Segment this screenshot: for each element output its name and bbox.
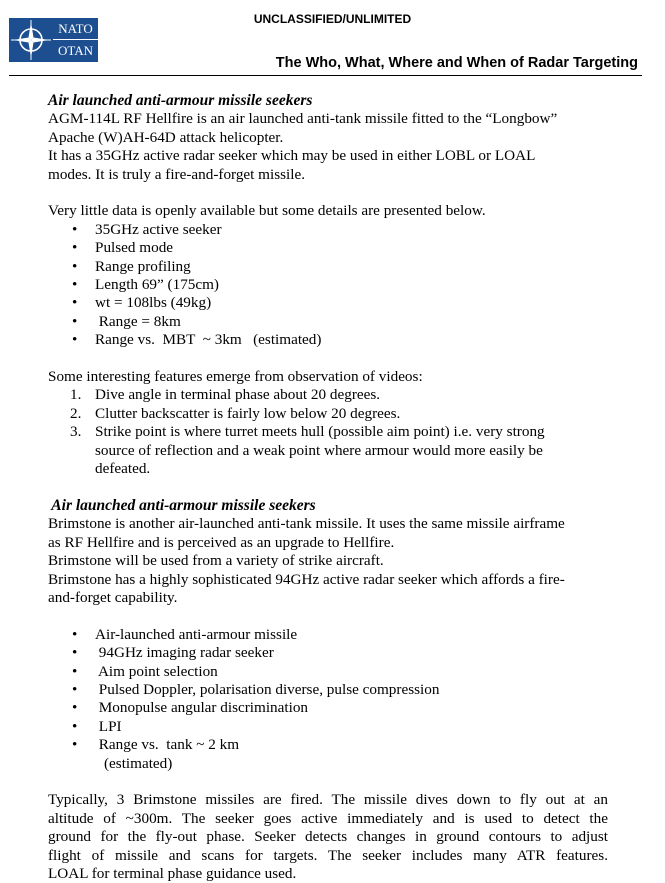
video-observations-list	[48, 386, 608, 478]
list-item: • Range vs. tank ~ 2 km	[48, 736, 608, 754]
list-item	[48, 386, 608, 404]
paragraph-line: Brimstone is another air-launched anti-tank missile. It uses the same missile airframe	[48, 515, 565, 533]
hellfire-spec-list	[48, 221, 608, 350]
list-item: • Pulsed Doppler, polarisation diverse, pulse compression	[48, 681, 608, 699]
list-item	[48, 405, 608, 423]
list-item: • Aim point selection	[48, 663, 608, 681]
document-body	[48, 92, 608, 883]
list-item: • Air-launched anti-armour missile	[48, 626, 608, 644]
brimstone-spec-list	[48, 626, 608, 755]
list-item: • 94GHz imaging radar seeker	[48, 644, 608, 662]
paragraph-line: altitude of ~300m. The seeker goes active immediately and is used to detect the	[48, 809, 608, 827]
list-item-continuation: source of reflection and a weak point where armour would more easily be	[95, 441, 543, 459]
list-item: • LPI	[48, 718, 608, 736]
list-item-text: Clutter backscatter is fairly low below 20 degrees.	[95, 404, 401, 422]
list-item: • Range vs. MBT ~ 3km (estimated)	[48, 331, 608, 349]
list-item: • Monopulse angular discrimination	[48, 699, 608, 717]
list-item-text: Strike point is where turret meets hull (possible aim point) i.e. very strong	[95, 423, 545, 441]
list-number: 1.	[70, 386, 82, 404]
paragraph-line: flight of missile and scans for targets. The seeker includes many ATR features.	[48, 846, 608, 864]
section-heading: Air launched anti-armour missile seekers	[48, 92, 313, 109]
list-item: • Pulsed mode	[48, 239, 608, 257]
paragraph-line: Brimstone will be used from a variety of strike aircraft.	[48, 552, 384, 570]
list-item	[48, 423, 608, 441]
section-heading: Air launched anti-armour missile seekers	[48, 496, 316, 514]
paragraph-line: Brimstone has a highly sophisticated 94GHz active radar seeker which affords a fire-	[48, 570, 565, 588]
running-title: The Who, What, Where and When of Radar Targeting	[275, 55, 638, 71]
paragraph-line: as RF Hellfire and is perceived as an upgrade to Hellfire.	[48, 533, 395, 551]
paragraph-line: Some interesting features emerge from observation of videos:	[48, 368, 423, 386]
list-item: • wt = 108lbs (49kg)	[48, 294, 608, 312]
header-divider	[9, 75, 642, 76]
nato-compass-icon	[9, 18, 53, 62]
list-item: • Length 69” (175cm)	[48, 276, 608, 294]
list-item-continuation: defeated.	[95, 460, 151, 478]
paragraph-line: Apache (W)AH-64D attack helicopter.	[48, 128, 284, 146]
list-number: 3.	[70, 423, 82, 441]
logo-word-otan: OTAN	[53, 40, 98, 62]
paragraph-line: It has a 35GHz active radar seeker which may be used in either LOBL or LOAL	[48, 147, 536, 165]
paragraph-line: ground for the fly-out phase. Seeker detects changes in ground contours to adjust	[48, 828, 608, 846]
paragraph-line: Very little data is openly available but some details are presented below.	[48, 202, 486, 220]
list-item: • Range = 8km	[48, 313, 608, 331]
logo-word-nato: NATO	[53, 18, 98, 40]
list-number: 2.	[70, 404, 82, 422]
list-item: • 35GHz active seeker	[48, 221, 608, 239]
list-item: • Range profiling	[48, 258, 608, 276]
paragraph-line: and-forget capability.	[48, 588, 178, 606]
nato-otan-logo	[9, 18, 98, 62]
paragraph-line: modes. It is truly a fire-and-forget missile.	[48, 165, 306, 183]
paragraph-line: AGM-114L RF Hellfire is an air launched anti-tank missile fitted to the “Longbow”	[48, 110, 558, 128]
paragraph-line: LOAL for terminal phase guidance used.	[48, 864, 297, 882]
list-item-text: Dive angle in terminal phase about 20 degrees.	[95, 386, 381, 404]
paragraph-line: Typically, 3 Brimstone missiles are fired. The missile dives down to fly out at an	[48, 791, 608, 809]
list-item-continuation: (estimated)	[104, 754, 173, 772]
classification-banner: UNCLASSIFIED/UNLIMITED	[253, 12, 412, 26]
